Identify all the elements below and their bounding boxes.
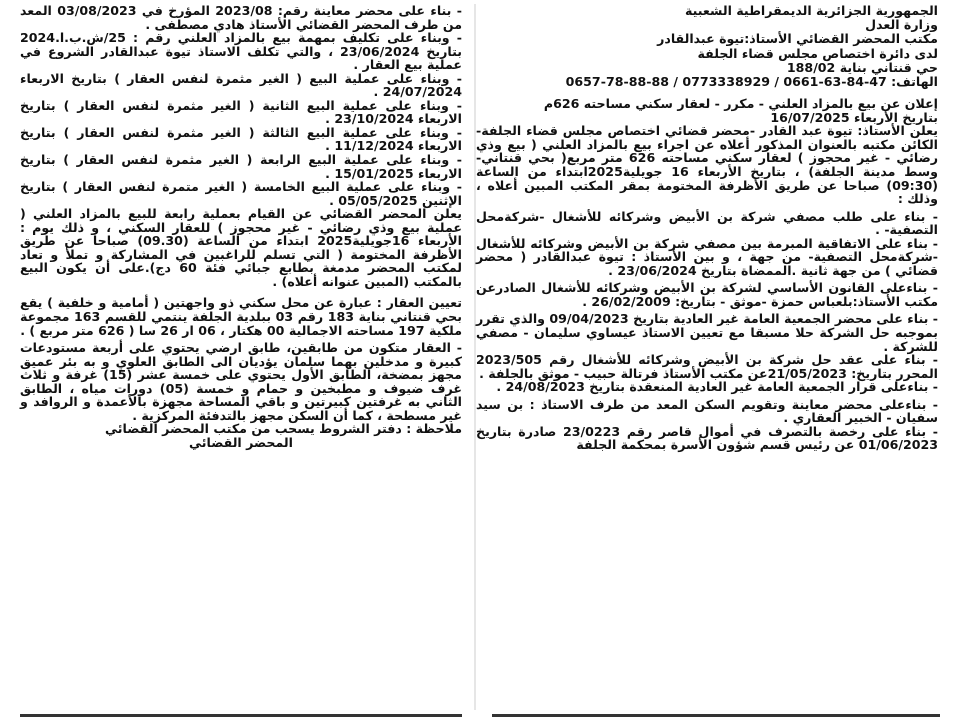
clause-sale-mandate: - وبناء على تكليف بمهمة بيع بالمزاد العلني رقم : 25/ش.ب.ا.2024 بتاريخ 23/06/2024 ، والتي تكلف الاستاذ تيوة عبدالقادر الشروع في عملية بيع العقار .	[20, 30, 462, 73]
property-designation: تعيين العقار : عبارة عن محل سكني ذو واجهتين ( أمامية و خلفية ) يقع بحي قنتاني بناية 183 رقم 03 ببلدية الجلفة ينتمي للقسم 163 مجموعة ملكية 197 مساحته الاجمالية 00 هكتار ، 06 ار 26 سا ( 626 متر مربع ) .	[20, 295, 462, 338]
property-description: - العقار متكون من طابقين، طابق ارضي يحتوي على أربعة مستودعات كبيرة و مدخلين بهما سلمان يؤديان الى الطابق العلوي و به بئر عميق مجهز بمضخة، الطابق الأول يحتوي على خمسة عشر (15) غرفة و ثلاث غرف ضيوف و مطبخين و حمام و خمسة (05) دورات مياه ، الطابق الثاني به غرفتين كبيرتين و باقي المساحة مجهزة بالأعمدة و الروافد و غير مسطحة ، كما أن السكن مجهز بالتدفئة المركزية .	[20, 340, 462, 423]
header-republic: الجمهورية الجزائرية الديمقراطية الشعبية	[685, 3, 938, 18]
header-address: حي قنتاني بناية 188/02	[786, 59, 938, 75]
header-office: مكتب المحضر القضائي الأستاذ:تيوة عبدالقادر	[657, 31, 938, 47]
left-column	[20, 4, 462, 710]
clause-sale-1: - وبناء على عملية البيع ( الغير مثمرة لنفس العقار ) بتاريخ الاربعاء 24/07/2024 .	[20, 70, 462, 100]
clause-sale-4: - وبناء على عملية البيع الرابعة ( الغير مثمرة لنفس العقار ) بتاريخ الاربعاء 15/01/2025 .	[20, 152, 462, 181]
bottom-rule-left	[20, 714, 462, 717]
watermark: ​	[111, 65, 138, 145]
clause-request: - بناء على طلب مصفي شركة بن الأبيض وشركائه للأشغال -شركةمحل التصفية- .	[476, 208, 938, 238]
clause-valuation: - بناءعلى محضر معاينة وتقويم السكن المعد من طرف الاستاذ : بن سيد سفيان - الخبير العقاري .	[476, 396, 938, 426]
clause-agreement: - بناء على الاتفاقية المبرمة بين مصفي شركة بن الأبيض وشركائه للأشغال -شركةمحل التصفية- من جهة ، و بين الأستاذ : تيوة عبدالقادر ( محضر قضائي ) من جهة ثانية .الممضاة بتاريخ 23/06/2024 .	[476, 235, 938, 278]
new-sale-announcement: يعلن المحضر القضائي عن القيام بعملية رابعة للبيع بالمزاد العلني ( عملية بيع وذي رضائي - غير محجوز ) للعقار السكني ، و ذلك يوم : الأربعاء 16جويلية2025 ابتداء من الساعة (09.30) صباحا عن طريق الأظرفة المختومة ( التي تسلم للراغبين في المشاركة و تملأ و تعاد لمكتب المحضر مدمغة بطابع جبائي فئة 60 دج).على أن يكون البيع بالمكتب (المبين عنوانه أعلاه) .	[20, 206, 462, 289]
note-conditions: ملاحظة : دفتر الشروط يسحب من مكتب المحضر القضائي	[105, 421, 462, 437]
header-phones: الهاتف: 47-84-63-0661 / 0773338929 / 88-88-78-0657	[565, 74, 938, 90]
clause-dissolution: - بناء على عقد حل شركة بن الأبيض وشركائه للأشغال رقم 2023/505 المحرر بتاريخ: 21/05/2023عن مكتب الأستاذ فرتالة حبيب - موثق بالجلفة .	[476, 352, 938, 381]
announcement-body: يعلن الأستاذ: تيوة عبد القادر -محضر قضائي اختصاص مجلس قضاء الجلفة- الكائن مكتبه بالعنوان المذكور أعلاه عن اجراء بيع بالمزاد العلني ( بيع وذي رضائي - غير محجوز ) لعقار سكني مساحته 626 متر مربع( بحي قنتاني- وسط مدينة الجلفة) ، بتاريخ الأربعاء 16 جويلية2025ابتداء من الساعة (09:30) صباحا عن طريق الأظرفة المختومة بمقر المكتب المبين أعلاه ، وذلك :	[476, 123, 938, 207]
clause-inspection-report: - بناء على محضر معاينة رقم: 2023/08 المؤرخ في 03/08/2023 المعد من طرف المحضر القضائي الأستاذ هادي مصطفى .	[20, 3, 462, 32]
clause-minor-permit: - بناء على رخصة بالتصرف في أموال قاصر رقم 23/0223 صادرة بتاريخ 01/06/2023 عن رئيس قسم شؤون الأسرة بمحكمة الجلفة	[476, 423, 939, 453]
clause-sale-2: - وبناء على عملية البيع الثانية ( الغير مثمرة لنفس العقار ) بتاريخ الاربعاء 23/10/2024 .	[20, 97, 462, 127]
header-jurisdiction: لدى دائرة اختصاص مجلس قضاء الجلفة	[697, 45, 938, 61]
clause-general-assembly: - بناء على محضر الجمعية العامة غير العادية بتاريخ 09/04/2023 والذي تقرر بموجبه حل الشركة حلا مسبقا مع تعيين الاستاذ عيساوي سليمان - مصفي للشركة .	[476, 311, 938, 354]
clause-sale-3: - وبناء على عملية البيع الثالثة ( الغير مثمرة لنفس العقار ) بتاريخ الاربعاء 11/12/2024 .	[20, 124, 462, 154]
announcement-title: إعلان عن بيع بالمزاد العلني - مكرر - لعقار سكني مساحته 626م	[543, 96, 938, 112]
clause-statute: - بناءعلى القانون الأساسي لشركة بن الأبيض وشركائه للأشغال الصادرعن مكتب الأستاذ:بلعباس حمزة -موثق - بتاريخ: 26/02/2009 .	[476, 280, 938, 309]
announcement-date: بتاريخ الأربعاء 16/07/2025	[770, 109, 938, 125]
signature: المحضر القضائي	[189, 434, 293, 450]
header-ministry: وزارة العدل	[865, 17, 938, 33]
clause-assembly-decision: - بناءعلى قرار الجمعية العامة غير العادية المنعقدة بتاريخ 24/08/2023 .	[496, 379, 938, 395]
bottom-rule-right	[492, 714, 940, 717]
clause-sale-5: - وبناء على عملية البيع الخامسة ( الغير متمرة لنفس العقار ) بتاريخ الإثنين 05/05/2025 .	[20, 179, 462, 208]
right-column	[476, 4, 938, 710]
